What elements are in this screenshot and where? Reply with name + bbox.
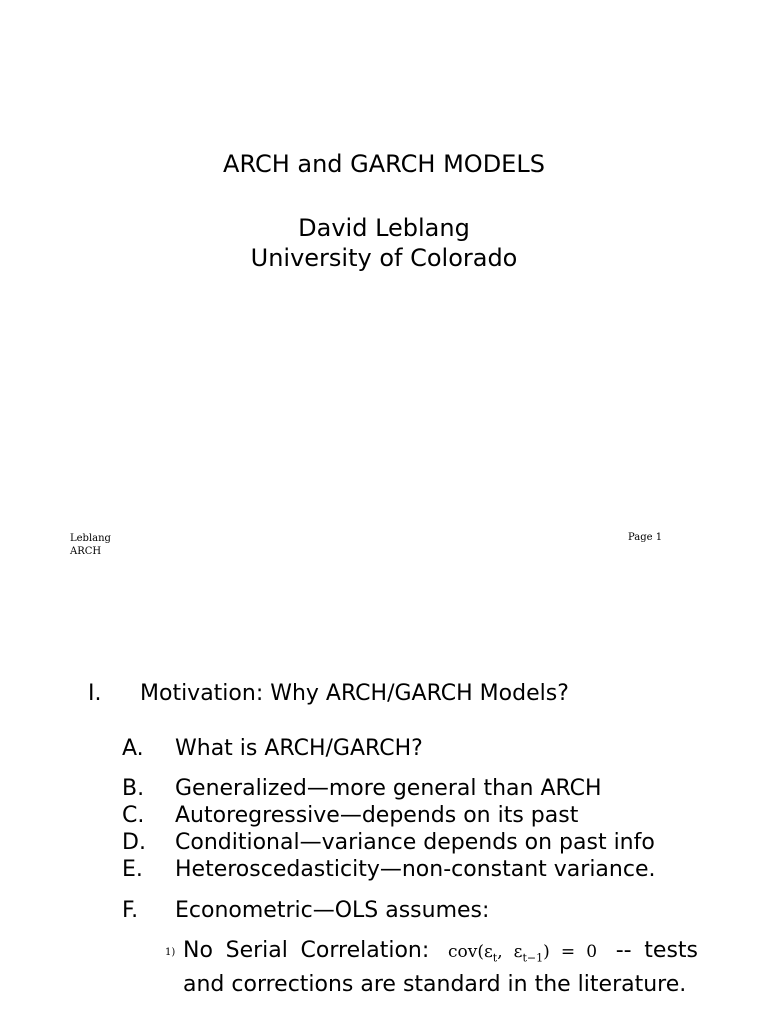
- page-two: [0, 580, 768, 1024]
- formula-suffix: ) = 0: [543, 942, 598, 962]
- author-block: [0, 213, 768, 273]
- author-name: David Leblang: [298, 214, 470, 242]
- list-item-letter: E.: [122, 857, 143, 882]
- list-item-text: Conditional—variance depends on past info: [175, 830, 655, 855]
- list-item-letter: D.: [122, 830, 146, 855]
- document-title: ARCH and GARCH MODELS: [223, 150, 545, 178]
- list-item-letter: C.: [122, 803, 145, 828]
- sub-item-marker: 1): [165, 947, 176, 958]
- footer-left: [70, 532, 111, 558]
- list-item-text: What is ARCH/GARCH?: [175, 736, 423, 761]
- footer-topic: ARCH: [70, 546, 102, 557]
- list-item-letter: A.: [122, 736, 144, 761]
- formula-mid: , ε: [497, 942, 523, 962]
- sub-item-tail: -- tests and corrections are standard in the literature.: [183, 938, 698, 998]
- page-number: Page 1: [628, 532, 663, 543]
- sub-item-lead: No Serial Correlation:: [183, 938, 430, 963]
- section-numeral: I.: [88, 681, 102, 706]
- covariance-formula: [447, 942, 598, 965]
- list-item-text: Autoregressive—depends on its past: [175, 803, 579, 828]
- list-item-letter: B.: [122, 776, 145, 801]
- list-item-text: Econometric—OLS assumes:: [175, 898, 490, 923]
- author-affiliation: University of Colorado: [250, 244, 518, 272]
- list-item-text: Heteroscedasticity—non-constant variance.: [175, 857, 656, 882]
- footer-author: Leblang: [70, 533, 111, 544]
- formula-subscript-t: t: [492, 951, 498, 965]
- list-item-text: Generalized—more general than ARCH: [175, 776, 602, 801]
- list-item-letter: F.: [122, 898, 139, 923]
- formula-prefix: cov(ε: [447, 942, 493, 962]
- section-heading: Motivation: Why ARCH/GARCH Models?: [140, 681, 569, 706]
- sub-item: [165, 937, 698, 998]
- formula-subscript-t-minus-1: t−1: [522, 951, 544, 965]
